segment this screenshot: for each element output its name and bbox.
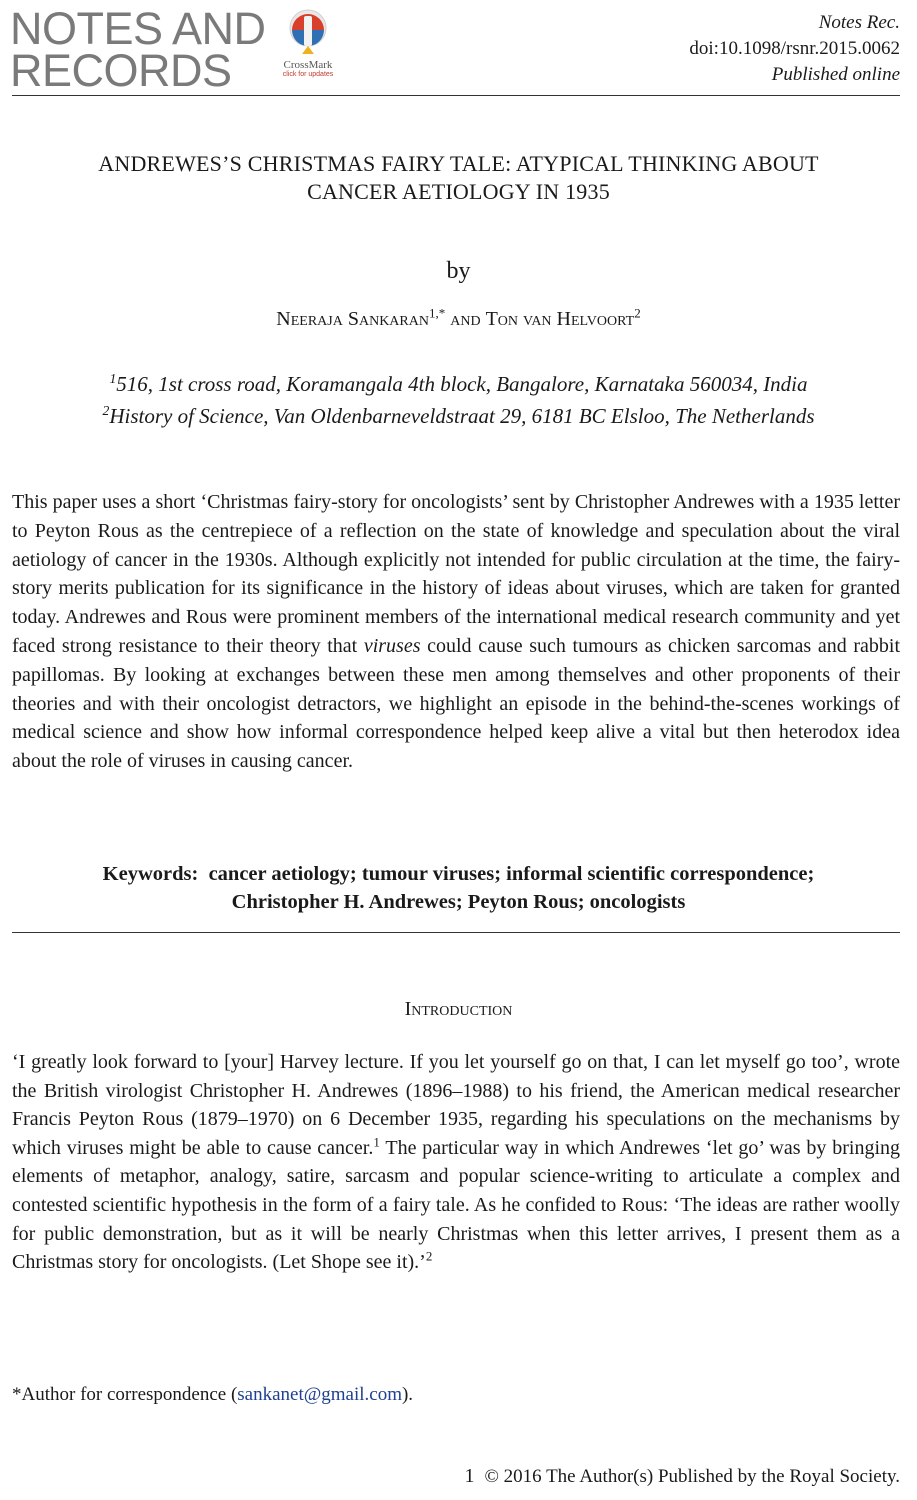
- title-line-2: CANCER AETIOLOGY IN 1935: [307, 179, 610, 204]
- author-2-name: Ton van Helvoort: [485, 308, 635, 330]
- corresponding-author-footnote: [12, 1384, 413, 1406]
- introduction-paragraph: [12, 1048, 900, 1277]
- affiliations: [0, 368, 917, 432]
- author-list: [0, 306, 917, 332]
- copyright-notice: © 2016 The Author(s) Published by the Royal Society.: [484, 1466, 900, 1487]
- abstract-text-part-1: This paper uses a short ‘Christmas fairy-story for oncologists’ sent by Christopher Andrewes with a 1935 letter to Peyton Rous as the centrepiece of a reflection on the state of knowledge and speculation about the viral aetiology of cancer in the 1930s. Although explicitly not intended for public circulation at the time, the fairy-story merits publication for its significance in the history of ideas about viruses, which are taken for granted today. Andrewes and Rous were prominent members of the international medical research community and yet faced strong resistance to their theory that: [12, 491, 900, 657]
- journal-info: [689, 10, 900, 88]
- journal-logo[interactable]: [10, 3, 270, 96]
- author-1-affiliation-ref: 1,*: [428, 305, 446, 321]
- affiliation-1: [0, 368, 917, 400]
- doi-link[interactable]: doi:10.1098/rsnr.2015.0062: [689, 38, 900, 59]
- logo-line-1: NOTES AND: [10, 3, 266, 54]
- affiliation-1-text: 516, 1st cross road, Koramangala 4th block, Bangalore, Karnataka 560034, India: [116, 372, 808, 396]
- affiliation-2-number: 2: [102, 403, 110, 418]
- keywords-list: cancer aetiology; tumour viruses; informal scientific correspondence; Christopher H. Andrewes; Peyton Rous; oncologists: [208, 863, 815, 913]
- author-2-affiliation-ref: 2: [634, 305, 641, 321]
- section-heading-introduction: Introduction: [404, 998, 513, 1020]
- abstract-divider: [12, 932, 900, 933]
- page-footer: [464, 1465, 900, 1488]
- footnote-ref-2[interactable]: 2: [425, 1248, 433, 1264]
- crossmark-label: CrossMark: [283, 59, 333, 71]
- intro-text-part-1: ‘I greatly look forward to [your] Harvey lecture. If you let yourself go on that, I can let myself go too’, wrote the British virologist Christopher H. Andrewes (1896–1988) to his friend, the American medical researcher Francis Peyton Rous (1879–1970) on 6 December 1935, regarding his speculations on the mechanisms by which viruses might be able to cause cancer.: [12, 1051, 900, 1159]
- byline: by: [446, 258, 471, 284]
- affiliation-1-number: 1: [109, 371, 117, 386]
- logo-line-2: RECORDS: [10, 45, 232, 96]
- crossmark-badge[interactable]: [273, 8, 343, 79]
- keywords-label: Keywords:: [102, 863, 199, 885]
- affiliation-2: [0, 400, 917, 432]
- footnote-suffix: ).: [401, 1384, 414, 1405]
- crossmark-icon: [288, 8, 328, 58]
- abstract: [12, 488, 900, 776]
- keywords: [60, 860, 857, 916]
- intro-text-part-2: The particular way in which Andrewes ‘let go’ was by bringing elements of metaphor, analogy, satire, sarcasm and popular science-writing to articulate a complex and contested scientific hypothesis in the form of a fairy tale. As he confided to Rous: ‘The ideas are rather woolly for public demonstration, but as it will be nearly Christmas when this letter arrives, I present them as a Christmas story for oncologists. (Let Shope see it).’: [12, 1136, 900, 1274]
- author-1-name: Neeraja Sankaran: [276, 308, 429, 330]
- title-line-1: ANDREWES’S CHRISTMAS FAIRY TALE: ATYPICAL THINKING ABOUT: [98, 151, 819, 176]
- header-divider: [12, 95, 900, 96]
- footnote-prefix: *Author for correspondence (: [12, 1384, 238, 1405]
- affiliation-2-text: History of Science, Van Oldenbarneveldstraat 29, 6181 BC Elsloo, The Netherlands: [109, 404, 815, 428]
- crossmark-sublabel: click for updates: [282, 71, 334, 78]
- publication-status: Published online: [771, 64, 900, 85]
- correspondence-email-link[interactable]: sankanet@gmail.com: [237, 1384, 402, 1405]
- page-number: 1: [464, 1465, 475, 1487]
- abstract-emphasis: viruses: [363, 634, 421, 657]
- abstract-text-part-2: could cause such tumours as chicken sarcomas and rabbit papillomas. By looking at exchanges between these men among themselves and other proponents of their theories and with their oncologist detractors, we highlight an episode in the behind-the-scenes workings of medical science and show how informal correspondence helped keep alive a vital but then heterodox idea about the role of viruses in causing cancer.: [12, 634, 900, 773]
- footnote-ref-1[interactable]: 1: [373, 1134, 380, 1150]
- article-title: [40, 150, 877, 206]
- journal-abbrev: Notes Rec.: [818, 12, 900, 33]
- author-conjunction: and: [450, 308, 481, 330]
